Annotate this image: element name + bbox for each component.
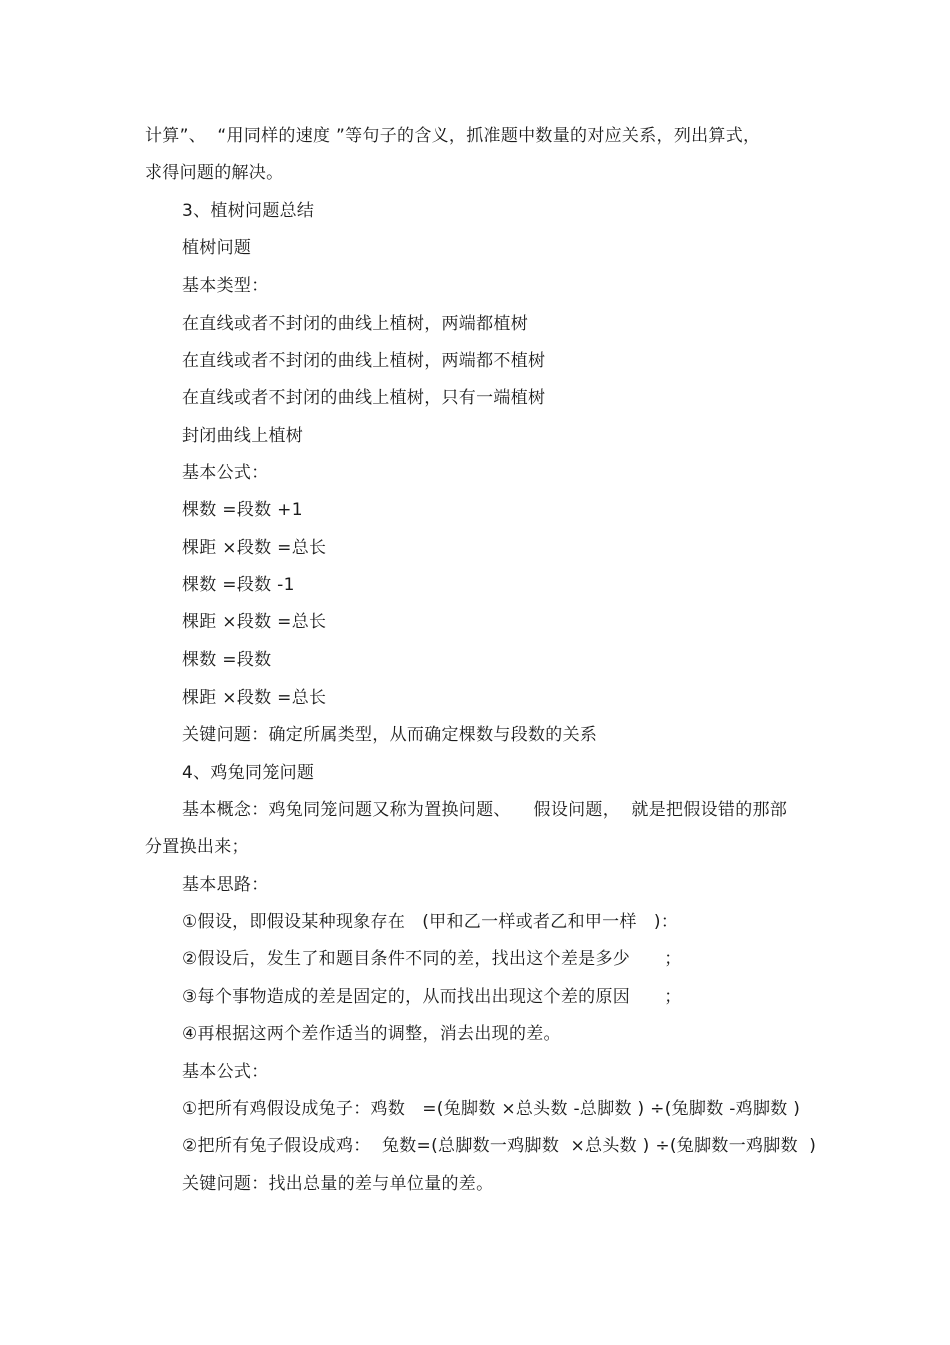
paragraph-line: 基本概念：鸡兔同笼问题又称为置换问题、 假设问题， 就是把假设错的那部 xyxy=(182,800,788,820)
paragraph-line: 基本类型： xyxy=(182,276,269,296)
section-heading: 4、鸡兔同笼问题 xyxy=(182,763,315,783)
paragraph-line: 基本思路： xyxy=(182,875,269,895)
formula-line: ②把所有兔子假设成鸡： 兔数=(总脚数一鸡脚数 ×总头数 ) ÷(兔脚数一鸡脚数 ) xyxy=(182,1136,817,1156)
formula-line: ①把所有鸡假设成兔子：鸡数 =(兔脚数 ×总头数 -总脚数 ) ÷(兔脚数 -鸡脚数 ) xyxy=(182,1099,801,1119)
formula-line: 棵数 =段数 +1 xyxy=(182,500,303,520)
paragraph-line: 在直线或者不封闭的曲线上植树，两端都植树 xyxy=(182,314,528,334)
paragraph-line: 基本公式： xyxy=(182,463,269,483)
paragraph-line: 基本公式： xyxy=(182,1062,269,1082)
formula-line: 棵数 =段数 -1 xyxy=(182,575,295,595)
list-item: ④再根据这两个差作适当的调整，消去出现的差。 xyxy=(182,1024,561,1044)
formula-line: 棵距 ×段数 =总长 xyxy=(182,688,327,708)
paragraph-line: 关键问题：找出总量的差与单位量的差。 xyxy=(182,1174,494,1194)
paragraph-line: 关键问题：确定所属类型，从而确定棵数与段数的关系 xyxy=(182,725,598,745)
paragraph-line: 分置换出来； xyxy=(145,837,249,857)
list-item: ①假设，即假设某种现象存在 (甲和乙一样或者乙和甲一样 )： xyxy=(182,912,679,932)
paragraph-line: 在直线或者不封闭的曲线上植树，两端都不植树 xyxy=(182,351,546,371)
paragraph-line: 在直线或者不封闭的曲线上植树，只有一端植树 xyxy=(182,388,546,408)
formula-line: 棵距 ×段数 =总长 xyxy=(182,612,327,632)
section-heading: 3、植树问题总结 xyxy=(182,201,315,221)
formula-line: 棵数 =段数 xyxy=(182,650,272,670)
list-item: ③每个事物造成的差是固定的，从而找出出现这个差的原因 ； xyxy=(182,987,682,1007)
formula-line: 棵距 ×段数 =总长 xyxy=(182,538,327,558)
paragraph-line: 封闭曲线上植树 xyxy=(182,426,304,446)
list-item: ②假设后，发生了和题目条件不同的差，找出这个差是多少 ； xyxy=(182,949,682,969)
paragraph-line: 计算”、 “用同样的速度 ”等句子的含义，抓准题中数量的对应关系，列出算式， xyxy=(145,126,761,146)
paragraph-line: 植树问题 xyxy=(182,238,252,258)
paragraph-line: 求得问题的解决。 xyxy=(145,163,284,183)
